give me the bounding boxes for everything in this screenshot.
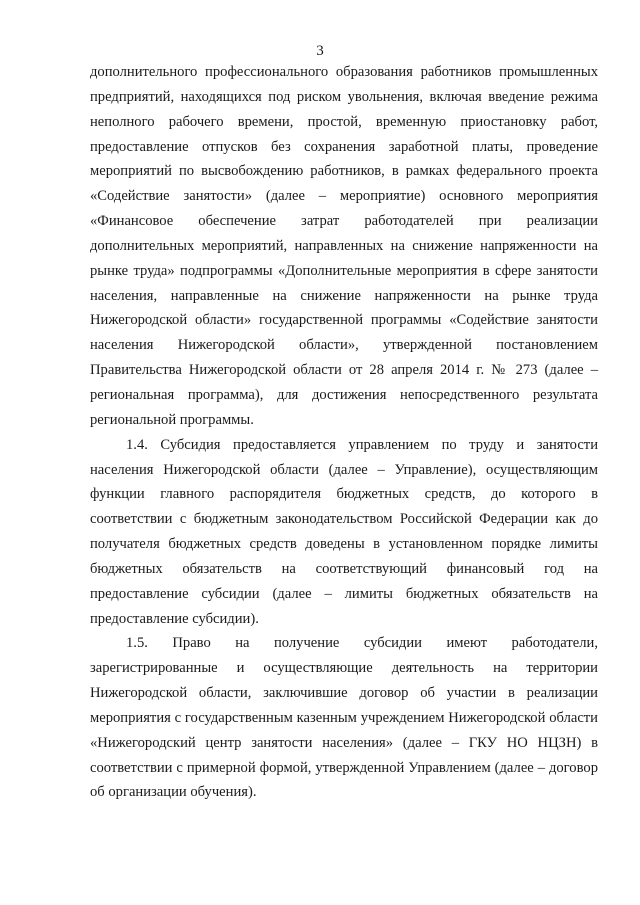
- paragraph-1-5: 1.5. Право на получение субсидии имеют работодатели, зарегистрированные и осуществляющие деятельность на территории Нижегородской области, заключившие договор об участии в реализации мероприятия с государственным казенным учреждением Нижегородской области «Нижегородский центр занятости населения» (далее – ГКУ НО НЦЗН) в соответствии с примерной формой, утвержденной Управлением (далее – договор об организации обучения).: [90, 635, 598, 801]
- document-body: [90, 60, 598, 805]
- paragraph-continuation: дополнительного профессионального образования работников промышленных предприятий, находящихся под риском увольнения, включая введение режима неполного рабочего времени, простой, временную приостановку работ, предоставление отпусков без сохранения заработной платы, проведение мероприятий по высвобождению работников, в рамках федерального проекта «Содействие занятости» (далее – мероприятие) основного мероприятия «Финансовое обеспечение затрат работодателей при реализации дополнительных мероприятий, направленных на снижение напряженности на рынке труда» подпрограммы «Дополнительные мероприятия в сфере занятости населения, направленные на снижение напряженности на рынке труда Нижегородской области» государственной программы «Содействие занятости населения Нижегородской области», утвержденной постановлением Правительства Нижегородской области от 28 апреля 2014 г. № 273 (далее – региональная программа), для достижения непосредственного результата региональной программы.: [90, 64, 598, 428]
- page-number: 3: [316, 43, 324, 59]
- paragraph-1-4: 1.4. Субсидия предоставляется управлением по труду и занятости населения Нижегородской области (далее – Управление), осуществляющим функции главного распорядителя бюджетных средств, до которого в соответствии с бюджетным законодательством Российской Федерации как до получателя бюджетных средств доведены в установленном порядке лимиты бюджетных обязательств на соответствующий финансовый год на предоставление субсидии (далее – лимиты бюджетных обязательств на предоставление субсидии).: [90, 436, 598, 627]
